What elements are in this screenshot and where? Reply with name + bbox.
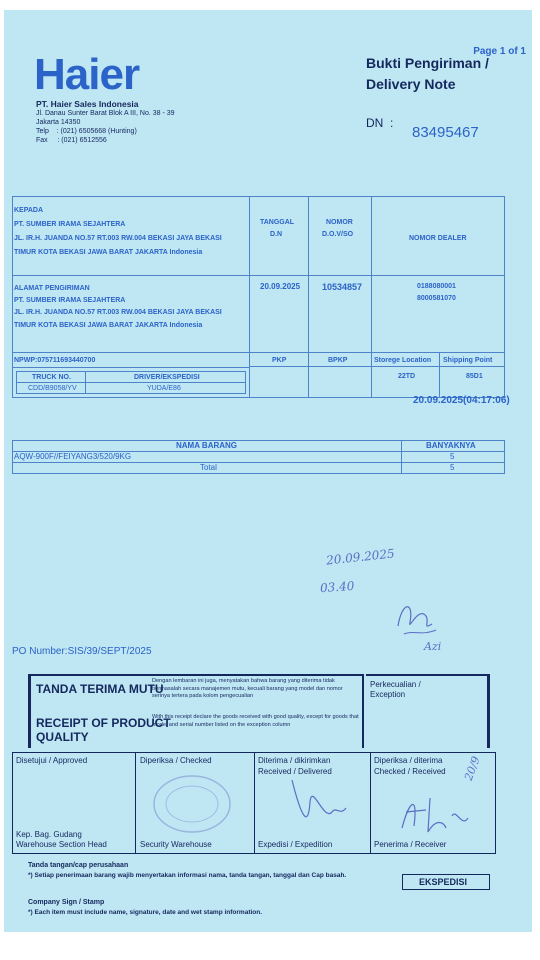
- bpkp-label: BPKP: [328, 357, 348, 364]
- storage-label: Storege Location: [374, 357, 432, 364]
- footer-note-1-text: *) Setiap penerimaan barang wajib menyertakan informasi nama, tanda tangan, tanggal dan Cap basah.: [28, 872, 347, 879]
- company-stamp: [144, 770, 244, 840]
- ship-name: PT. SUMBER IRAMA SEJAHTERA: [14, 297, 126, 304]
- total-label: Total: [200, 463, 217, 472]
- delivery-note-paper: [4, 10, 532, 932]
- total-value: 5: [450, 463, 455, 472]
- receipt-text-id: Dengan lembaran ini juga, menyatakan bahwa barang yang diterima tidak bermasalah secara manajemen mutu, kecuali barang yang model dan nomor serinya tertera pada kolom pengecualian: [152, 678, 343, 699]
- dealer-label: NOMOR DEALER: [409, 235, 467, 242]
- receipt-text-en: With this receipt declare the goods received with good quality, except for goods that model and serial number listed on the exception column: [152, 714, 359, 728]
- dealer-value-1: 0188080001: [417, 283, 456, 290]
- company-fax: Fax : (021) 6512556: [36, 137, 107, 144]
- receipt-title-id: TANDA TERIMA MUTU: [36, 682, 164, 696]
- driver-label: DRIVER/EKSPEDISI: [134, 374, 200, 381]
- customer-name: PT. SUMBER IRAMA SEJAHTERA: [14, 221, 126, 228]
- col-name-header: NAMA BARANG: [176, 441, 238, 450]
- pkp-label: PKP: [272, 357, 287, 364]
- handwritten-time: 03.40: [319, 578, 355, 596]
- nomor-sub: D.O.V/SO: [322, 231, 354, 238]
- handwritten-date: 20.09.2025: [325, 546, 396, 568]
- item-qty: 5: [450, 452, 455, 461]
- truck-label: TRUCK NO.: [32, 374, 71, 381]
- truck-value: CDD/B9058/YV: [28, 385, 77, 392]
- ship-address-1: JL. IR.H. JUANDA NO.57 RT.003 RW.004 BEKASI JAYA BEKASI: [14, 309, 222, 316]
- shipping-value: 85D1: [466, 373, 483, 380]
- item-name: AQW-900F//FEIYANG3/520/9KG: [14, 452, 132, 461]
- sig-head-label-1: Kep. Bag. Gudang: [16, 830, 82, 839]
- exception-label-1: Perkecualian /: [370, 680, 421, 689]
- shipping-label: Shipping Point: [443, 357, 493, 364]
- sig-divider-2: [254, 752, 255, 854]
- sig-delivered-label-1: Diterima / dikirimkan: [258, 756, 331, 765]
- haier-logo: Haier: [34, 50, 140, 99]
- doc-title-1: Bukti Pengiriman /: [366, 55, 489, 71]
- col-qty-header: BANYAKNYA: [426, 441, 476, 450]
- date-value: 20.09.2025: [260, 282, 301, 291]
- sig-approved-label: Disetujui / Approved: [16, 756, 88, 765]
- alamat-label: ALAMAT PENGIRIMAN: [14, 285, 90, 292]
- order-value: 10534857: [322, 282, 363, 292]
- sig-security-label: Security Warehouse: [140, 840, 212, 849]
- footer-note-2-title: Company Sign / Stamp: [28, 899, 105, 906]
- receipt-title-en-1: RECEIPT OF PRODUCT: [36, 716, 171, 730]
- nomor-label: NOMOR: [326, 219, 353, 226]
- dn-label: DN :: [366, 116, 394, 130]
- sig-received-label-2: Checked / Received: [374, 767, 446, 776]
- customer-address-1: JL. IR.H. JUANDA NO.57 RT.003 RW.004 BEKASI JAYA BEKASI: [14, 235, 222, 242]
- signature-name: Azi: [424, 640, 442, 653]
- sig-received-label-1: Diperiksa / diterima: [374, 756, 443, 765]
- dn-number: 83495467: [412, 124, 479, 141]
- storage-value: 22TD: [398, 373, 416, 380]
- doc-title-2: Delivery Note: [366, 76, 456, 92]
- print-timestamp: 20.09.2025(04:17:06): [413, 395, 510, 406]
- sig-receiver-label: Penerima / Receiver: [374, 840, 447, 849]
- company-address-2: Jakarta 14350: [36, 119, 81, 126]
- expedition-signature: [280, 772, 350, 842]
- company-telp: Telp : (021) 6505668 (Hunting): [36, 128, 137, 135]
- tanggal-label: TANGGAL: [260, 219, 295, 226]
- received-handwritten-date: 20/9: [462, 754, 483, 783]
- dealer-value-2: 8000581070: [417, 295, 456, 302]
- sig-checked-label: Diperiksa / Checked: [140, 756, 212, 765]
- tanggal-sub: D.N: [270, 231, 283, 238]
- header-divider: [249, 366, 505, 367]
- signature-mark: [392, 596, 452, 646]
- sig-divider-1: [135, 752, 136, 854]
- sig-head-label-2: Warehouse Section Head: [16, 840, 107, 849]
- company-address-1: Jl. Danau Sunter Barat Blok A III, No. 38 - 39: [36, 110, 175, 117]
- company-name: PT. Haier Sales Indonesia: [36, 99, 139, 109]
- ship-address-2: TIMUR KOTA BEKASI JAWA BARAT JAKARTA Indonesia: [14, 322, 203, 329]
- po-number: PO Number:SIS/39/SEPT/2025: [12, 646, 152, 657]
- npwp: NPWP:075711693440700: [14, 357, 96, 364]
- customer-address-2: TIMUR KOTA BEKASI JAWA BARAT JAKARTA Indonesia: [14, 249, 203, 256]
- exception-label-2: Exception: [370, 690, 406, 699]
- receipt-title-en-2: QUALITY: [36, 730, 89, 744]
- driver-value: YUDA/E86: [147, 385, 181, 392]
- kepada-label: KEPADA: [14, 207, 44, 214]
- copy-label: EKSPEDISI: [419, 877, 468, 887]
- page-number: Page 1 of 1: [473, 46, 526, 57]
- footer-note-1-title: Tanda tangan/cap perusahaan: [28, 862, 129, 869]
- sig-expedition-label: Expedisi / Expedition: [258, 840, 333, 849]
- sig-divider-3: [370, 752, 371, 854]
- sig-delivered-label-2: Received / Delivered: [258, 767, 332, 776]
- footer-note-2-text: *) Each item must include name, signature, date and wet stamp information.: [28, 909, 263, 916]
- receiver-signature: [396, 788, 476, 838]
